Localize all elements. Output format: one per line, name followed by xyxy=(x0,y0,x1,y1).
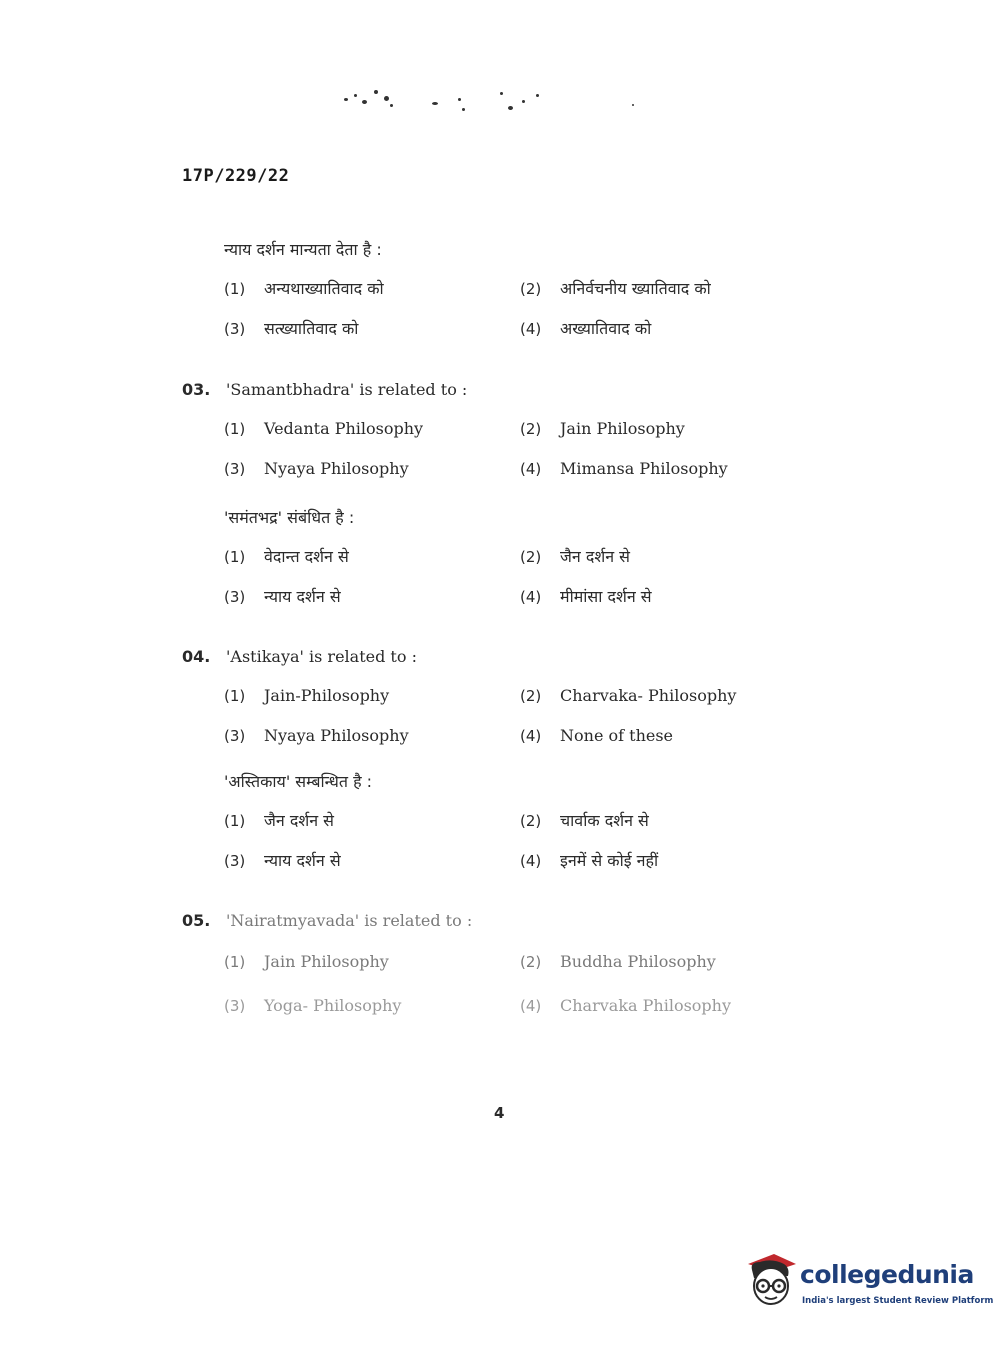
option-4 xyxy=(520,456,728,482)
option-text: None of these xyxy=(560,726,674,745)
option-number: (2) xyxy=(520,420,542,438)
question-number: 05. xyxy=(182,911,211,930)
option-row xyxy=(182,456,822,482)
paper-code: 17P/229/22 xyxy=(182,166,290,186)
question-04-hindi xyxy=(182,770,822,874)
question-stem-hindi: न्याय दर्शन मान्यता देता है : xyxy=(224,240,382,259)
option-number: (3) xyxy=(224,460,246,478)
option-2 xyxy=(520,544,630,570)
option-text: Jain-Philosophy xyxy=(264,686,390,705)
option-text: सत्ख्यातिवाद को xyxy=(264,319,359,338)
option-number: (2) xyxy=(520,548,542,566)
question-stem xyxy=(182,909,822,933)
option-row xyxy=(182,683,822,709)
option-row xyxy=(182,316,822,342)
option-number: (1) xyxy=(224,687,246,705)
logo-tagline: India's largest Student Review Platform xyxy=(802,1296,994,1306)
option-3 xyxy=(224,993,401,1019)
option-1 xyxy=(224,416,423,442)
question-02-hindi xyxy=(182,238,822,342)
option-number: (4) xyxy=(520,852,542,870)
option-number: (3) xyxy=(224,727,246,745)
option-text: अनिर्वचनीय ख्यातिवाद को xyxy=(560,279,711,298)
option-text: अख्यातिवाद को xyxy=(560,319,652,338)
question-text: 'Samantbhadra' is related to : xyxy=(226,380,468,399)
option-number: (1) xyxy=(224,548,246,566)
option-3 xyxy=(224,456,409,482)
option-text: इनमें से कोई नहीं xyxy=(560,851,659,870)
option-text: Nyaya Philosophy xyxy=(264,459,409,478)
option-number: (4) xyxy=(520,997,542,1015)
option-text: जैन दर्शन से xyxy=(560,547,630,566)
scan-speckles xyxy=(340,88,640,118)
option-row xyxy=(182,416,822,442)
option-text: चार्वाक दर्शन से xyxy=(560,811,649,830)
option-number: (1) xyxy=(224,280,246,298)
option-3 xyxy=(224,848,341,874)
option-3 xyxy=(224,584,341,610)
option-row xyxy=(182,584,822,610)
option-number: (2) xyxy=(520,280,542,298)
option-text: Jain Philosophy xyxy=(560,419,685,438)
option-text: Nyaya Philosophy xyxy=(264,726,409,745)
option-2 xyxy=(520,683,736,709)
option-number: (2) xyxy=(520,812,542,830)
option-row xyxy=(182,276,822,302)
student-mascot-icon xyxy=(742,1250,798,1310)
option-text: Jain Philosophy xyxy=(264,952,389,971)
option-1 xyxy=(224,683,389,709)
option-number: (1) xyxy=(224,953,246,971)
option-row xyxy=(182,848,822,874)
option-2 xyxy=(520,808,649,834)
option-row xyxy=(182,808,822,834)
question-stem xyxy=(182,378,822,402)
option-number: (4) xyxy=(520,460,542,478)
option-text: न्याय दर्शन से xyxy=(264,587,341,606)
question-05 xyxy=(182,909,822,1019)
option-4 xyxy=(520,848,658,874)
option-text: Vedanta Philosophy xyxy=(264,419,424,438)
option-1 xyxy=(224,808,334,834)
question-03-hindi xyxy=(182,506,822,610)
question-03 xyxy=(182,378,822,482)
option-2 xyxy=(520,276,711,302)
option-2 xyxy=(520,949,716,975)
option-2 xyxy=(520,416,685,442)
option-number: (1) xyxy=(224,420,246,438)
option-4 xyxy=(520,316,651,342)
option-number: (3) xyxy=(224,588,246,606)
option-number: (1) xyxy=(224,812,246,830)
option-1 xyxy=(224,949,389,975)
option-number: (3) xyxy=(224,320,246,338)
question-stem-hindi: 'समंतभद्र' संबंधित है : xyxy=(224,508,355,527)
option-4 xyxy=(520,584,652,610)
option-4 xyxy=(520,993,731,1019)
option-text: अन्यथाख्यातिवाद को xyxy=(264,279,384,298)
option-text: Mimansa Philosophy xyxy=(560,459,728,478)
option-text: मीमांसा दर्शन से xyxy=(560,587,652,606)
page-number: 4 xyxy=(494,1104,505,1122)
question-stem xyxy=(182,645,822,669)
option-text: Buddha Philosophy xyxy=(560,952,716,971)
option-text: Charvaka- Philosophy xyxy=(560,686,737,705)
option-number: (4) xyxy=(520,320,542,338)
option-1 xyxy=(224,544,349,570)
option-number: (3) xyxy=(224,997,246,1015)
option-number: (2) xyxy=(520,687,542,705)
option-row xyxy=(182,544,822,570)
option-number: (4) xyxy=(520,588,542,606)
option-row xyxy=(182,993,822,1019)
option-4 xyxy=(520,723,673,749)
logo-wordmark: collegedunia xyxy=(800,1260,974,1289)
option-1 xyxy=(224,276,384,302)
option-text: Yoga- Philosophy xyxy=(264,996,402,1015)
collegedunia-logo xyxy=(742,1250,994,1310)
question-text: 'Astikaya' is related to : xyxy=(226,647,417,666)
option-row xyxy=(182,723,822,749)
option-text: न्याय दर्शन से xyxy=(264,851,341,870)
option-text: Charvaka Philosophy xyxy=(560,996,731,1015)
option-number: (3) xyxy=(224,852,246,870)
option-number: (2) xyxy=(520,953,542,971)
question-04 xyxy=(182,645,822,749)
option-3 xyxy=(224,723,409,749)
question-number: 03. xyxy=(182,380,211,399)
option-text: वेदान्त दर्शन से xyxy=(264,547,349,566)
option-number: (4) xyxy=(520,727,542,745)
question-text: 'Nairatmyavada' is related to : xyxy=(226,911,473,930)
option-row xyxy=(182,949,822,975)
question-number: 04. xyxy=(182,647,211,666)
option-3 xyxy=(224,316,358,342)
option-text: जैन दर्शन से xyxy=(264,811,334,830)
question-stem-hindi: 'अस्तिकाय' सम्बन्धित है : xyxy=(224,772,373,791)
